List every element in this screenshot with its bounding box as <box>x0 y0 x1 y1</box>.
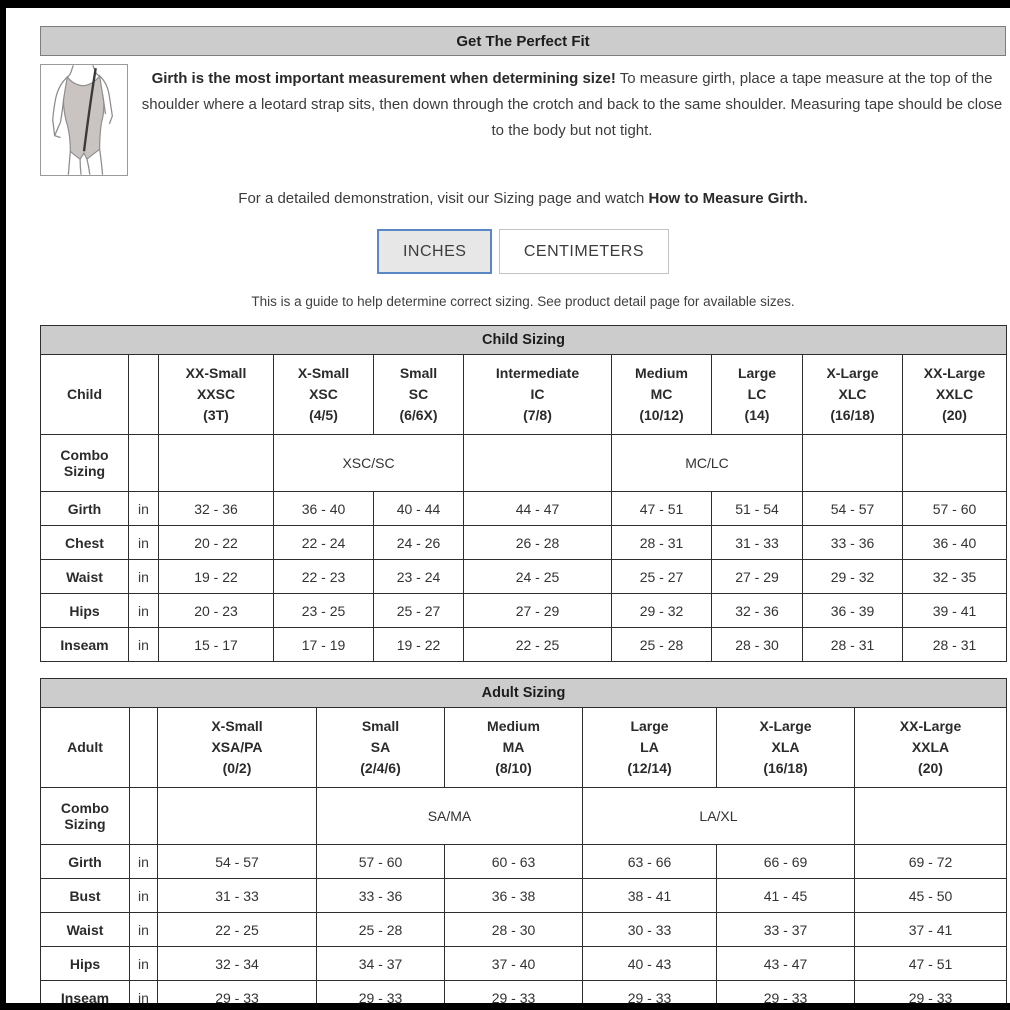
size-column-sizes: (3T) <box>203 407 229 423</box>
size-value-cell: 26 - 28 <box>464 526 612 560</box>
size-value-cell: 24 - 25 <box>464 560 612 594</box>
size-value-cell: 54 - 57 <box>803 492 903 526</box>
size-value-cell: 33 - 36 <box>803 526 903 560</box>
size-column-header <box>317 708 445 788</box>
size-value-cell: 23 - 24 <box>374 560 464 594</box>
size-column-header <box>464 355 612 435</box>
size-value-cell: 19 - 22 <box>159 560 274 594</box>
size-value-cell: 32 - 34 <box>158 947 317 981</box>
size-value-cell: 29 - 33 <box>583 981 717 1010</box>
adult-corner-label: Adult <box>41 708 130 788</box>
size-column-header <box>803 355 903 435</box>
size-column-code: XSC <box>309 386 338 402</box>
size-column-header <box>903 355 1007 435</box>
measurement-row-label: Hips <box>41 947 130 981</box>
girth-instructions-section <box>40 64 1006 176</box>
leotard-figure-icon <box>41 65 127 175</box>
child-sizing-table <box>40 325 1007 662</box>
size-value-cell: 22 - 25 <box>158 913 317 947</box>
size-column-sizes: (2/4/6) <box>360 760 401 776</box>
size-value-cell: 25 - 27 <box>374 594 464 628</box>
size-value-cell: 28 - 31 <box>612 526 712 560</box>
size-value-cell: 22 - 24 <box>274 526 374 560</box>
unit-cell: in <box>130 845 158 879</box>
combo-cell <box>159 435 274 492</box>
measurement-row <box>41 628 1007 662</box>
size-column-header <box>717 708 855 788</box>
unit-cell: in <box>130 947 158 981</box>
size-value-cell: 25 - 28 <box>612 628 712 662</box>
measurement-row <box>41 845 1007 879</box>
size-value-cell: 54 - 57 <box>158 845 317 879</box>
combo-cell <box>903 435 1007 492</box>
size-value-cell: 47 - 51 <box>855 947 1007 981</box>
inches-button[interactable]: INCHES <box>377 229 492 274</box>
size-column-sizes: (12/14) <box>627 760 672 776</box>
unit-cell: in <box>129 560 159 594</box>
size-column-header <box>374 355 464 435</box>
size-column-name: X-Large <box>759 718 812 734</box>
size-column-header <box>855 708 1007 788</box>
size-column-code: IC <box>530 386 545 402</box>
measurement-row <box>41 879 1007 913</box>
size-column-sizes: (10/12) <box>639 407 684 423</box>
measurement-row <box>41 492 1007 526</box>
size-value-cell: 40 - 44 <box>374 492 464 526</box>
girth-instructions-rest: To measure girth, place a tape measure at the top of the shoulder where a leotard strap sits, then down through the crotch and back to the same shoulder. Measuring tape should be close to the body but not tight. <box>141 70 1003 139</box>
size-value-cell: 37 - 41 <box>855 913 1007 947</box>
size-value-cell: 57 - 60 <box>903 492 1007 526</box>
size-value-cell: 25 - 27 <box>612 560 712 594</box>
size-column-name: XX-Large <box>923 365 986 381</box>
size-value-cell: 29 - 32 <box>803 560 903 594</box>
size-value-cell: 27 - 29 <box>464 594 612 628</box>
size-value-cell: 36 - 38 <box>445 879 583 913</box>
measurement-row <box>41 947 1007 981</box>
page-content <box>6 8 1010 1010</box>
size-value-cell: 41 - 45 <box>717 879 855 913</box>
combo-sizing-label: Combo Sizing <box>41 788 130 845</box>
size-column-header <box>159 355 274 435</box>
girth-instructions-text <box>128 64 1006 176</box>
measurement-row-label: Hips <box>41 594 129 628</box>
size-value-cell: 32 - 36 <box>712 594 803 628</box>
unit-header-cell <box>130 708 158 788</box>
unit-cell: in <box>129 526 159 560</box>
size-column-code: LA <box>640 739 659 755</box>
size-column-header <box>274 355 374 435</box>
size-value-cell: 38 - 41 <box>583 879 717 913</box>
unit-cell: in <box>130 913 158 947</box>
size-value-cell: 29 - 33 <box>855 981 1007 1010</box>
combo-unit-cell <box>130 788 158 845</box>
combo-cell <box>464 435 612 492</box>
measurement-row-label: Inseam <box>41 628 129 662</box>
page-title-bar <box>40 26 1006 56</box>
size-value-cell: 32 - 35 <box>903 560 1007 594</box>
size-column-name: Small <box>399 365 438 381</box>
size-column-sizes: (8/10) <box>495 760 532 776</box>
size-value-cell: 43 - 47 <box>717 947 855 981</box>
size-column-sizes: (0/2) <box>222 760 252 776</box>
size-column-code: MA <box>502 739 525 755</box>
size-value-cell: 33 - 36 <box>317 879 445 913</box>
demo-bold: How to Measure Girth. <box>648 190 808 207</box>
combo-unit-cell <box>129 435 159 492</box>
unit-toggle <box>40 229 1006 274</box>
combo-cell: LA/XL <box>583 788 855 845</box>
measurement-row-label: Waist <box>41 560 129 594</box>
size-column-name: Medium <box>635 365 688 381</box>
unit-cell: in <box>129 594 159 628</box>
unit-header-cell <box>129 355 159 435</box>
size-value-cell: 60 - 63 <box>445 845 583 879</box>
size-column-name: X-Small <box>297 365 350 381</box>
size-column-code: XSA/PA <box>211 739 263 755</box>
child-corner-label: Child <box>41 355 129 435</box>
size-value-cell: 30 - 33 <box>583 913 717 947</box>
size-column-code: XXLC <box>935 386 974 402</box>
page-title: Get The Perfect Fit <box>456 32 590 50</box>
size-column-name: Large <box>630 718 669 734</box>
size-value-cell: 19 - 22 <box>374 628 464 662</box>
measurement-row <box>41 594 1007 628</box>
combo-cell: SA/MA <box>317 788 583 845</box>
centimeters-button[interactable]: CENTIMETERS <box>499 229 669 274</box>
size-column-code: MC <box>650 386 673 402</box>
size-column-sizes: (16/18) <box>763 760 808 776</box>
size-column-code: XLA <box>771 739 800 755</box>
adult-table-title: Adult Sizing <box>41 679 1007 708</box>
size-column-code: XXLA <box>911 739 950 755</box>
demo-text: For a detailed demonstration, visit our Sizing page and watch <box>238 190 649 207</box>
size-value-cell: 34 - 37 <box>317 947 445 981</box>
size-column-sizes: (16/18) <box>830 407 875 423</box>
size-value-cell: 40 - 43 <box>583 947 717 981</box>
measurement-row-label: Bust <box>41 879 130 913</box>
size-column-sizes: (6/6X) <box>399 407 438 423</box>
size-value-cell: 17 - 19 <box>274 628 374 662</box>
measurement-row <box>41 526 1007 560</box>
size-value-cell: 36 - 39 <box>803 594 903 628</box>
girth-instructions-bold: Girth is the most important measurement when determining size! <box>151 70 616 87</box>
size-column-header <box>612 355 712 435</box>
measurement-row <box>41 981 1007 1010</box>
size-value-cell: 20 - 22 <box>159 526 274 560</box>
size-value-cell: 23 - 25 <box>274 594 374 628</box>
size-value-cell: 15 - 17 <box>159 628 274 662</box>
size-column-header <box>712 355 803 435</box>
size-value-cell: 24 - 26 <box>374 526 464 560</box>
size-column-sizes: (20) <box>918 760 943 776</box>
size-value-cell: 22 - 23 <box>274 560 374 594</box>
measurement-row <box>41 560 1007 594</box>
measurement-row-label: Girth <box>41 492 129 526</box>
size-value-cell: 66 - 69 <box>717 845 855 879</box>
size-column-sizes: (4/5) <box>309 407 338 423</box>
size-value-cell: 47 - 51 <box>612 492 712 526</box>
size-value-cell: 31 - 33 <box>712 526 803 560</box>
size-column-sizes: (20) <box>942 407 967 423</box>
adult-sizing-table <box>40 678 1007 1010</box>
size-column-name: Intermediate <box>495 365 580 381</box>
size-column-sizes: (14) <box>744 407 770 423</box>
size-value-cell: 57 - 60 <box>317 845 445 879</box>
measurement-row-label: Girth <box>41 845 130 879</box>
measurement-row-label: Waist <box>41 913 130 947</box>
size-value-cell: 29 - 33 <box>445 981 583 1010</box>
size-value-cell: 37 - 40 <box>445 947 583 981</box>
size-value-cell: 31 - 33 <box>158 879 317 913</box>
size-column-code: SC <box>408 386 429 402</box>
size-column-code: LC <box>747 386 767 402</box>
size-value-cell: 69 - 72 <box>855 845 1007 879</box>
measurement-row-label: Chest <box>41 526 129 560</box>
size-column-name: XX-Large <box>899 718 962 734</box>
combo-cell <box>158 788 317 845</box>
size-column-header <box>445 708 583 788</box>
size-value-cell: 29 - 33 <box>717 981 855 1010</box>
size-value-cell: 39 - 41 <box>903 594 1007 628</box>
size-value-cell: 33 - 37 <box>717 913 855 947</box>
combo-cell <box>855 788 1007 845</box>
size-column-code: XXSC <box>196 386 236 402</box>
combo-sizing-label: Combo Sizing <box>41 435 129 492</box>
combo-cell <box>803 435 903 492</box>
size-column-name: X-Small <box>211 718 263 734</box>
size-value-cell: 28 - 31 <box>903 628 1007 662</box>
unit-cell: in <box>129 628 159 662</box>
size-value-cell: 28 - 30 <box>445 913 583 947</box>
size-column-name: X-Large <box>826 365 879 381</box>
size-value-cell: 29 - 33 <box>158 981 317 1010</box>
measurement-row <box>41 913 1007 947</box>
measurement-row-label: Inseam <box>41 981 130 1010</box>
unit-cell: in <box>130 879 158 913</box>
size-value-cell: 36 - 40 <box>274 492 374 526</box>
size-column-name: Large <box>737 365 777 381</box>
size-value-cell: 29 - 33 <box>317 981 445 1010</box>
size-column-name: XX-Small <box>185 365 247 381</box>
size-value-cell: 27 - 29 <box>712 560 803 594</box>
size-column-name: Small <box>361 718 400 734</box>
unit-cell: in <box>129 492 159 526</box>
unit-cell: in <box>130 981 158 1010</box>
demo-line <box>40 190 1006 207</box>
combo-cell: MC/LC <box>612 435 803 492</box>
size-column-sizes: (7/8) <box>523 407 552 423</box>
size-value-cell: 22 - 25 <box>464 628 612 662</box>
sizing-guide-caption: This is a guide to help determine correct sizing. See product detail page for available sizes. <box>251 294 795 309</box>
size-value-cell: 45 - 50 <box>855 879 1007 913</box>
size-value-cell: 28 - 30 <box>712 628 803 662</box>
size-value-cell: 44 - 47 <box>464 492 612 526</box>
size-value-cell: 29 - 32 <box>612 594 712 628</box>
size-value-cell: 63 - 66 <box>583 845 717 879</box>
size-column-code: SA <box>370 739 391 755</box>
size-value-cell: 51 - 54 <box>712 492 803 526</box>
size-column-name: Medium <box>487 718 540 734</box>
girth-measurement-illustration <box>40 64 128 176</box>
size-column-header <box>158 708 317 788</box>
size-value-cell: 32 - 36 <box>159 492 274 526</box>
combo-cell: XSC/SC <box>274 435 464 492</box>
child-table-title: Child Sizing <box>41 326 1007 355</box>
size-column-code: XLC <box>838 386 867 402</box>
size-value-cell: 25 - 28 <box>317 913 445 947</box>
size-value-cell: 28 - 31 <box>803 628 903 662</box>
size-column-header <box>583 708 717 788</box>
size-value-cell: 36 - 40 <box>903 526 1007 560</box>
size-value-cell: 20 - 23 <box>159 594 274 628</box>
